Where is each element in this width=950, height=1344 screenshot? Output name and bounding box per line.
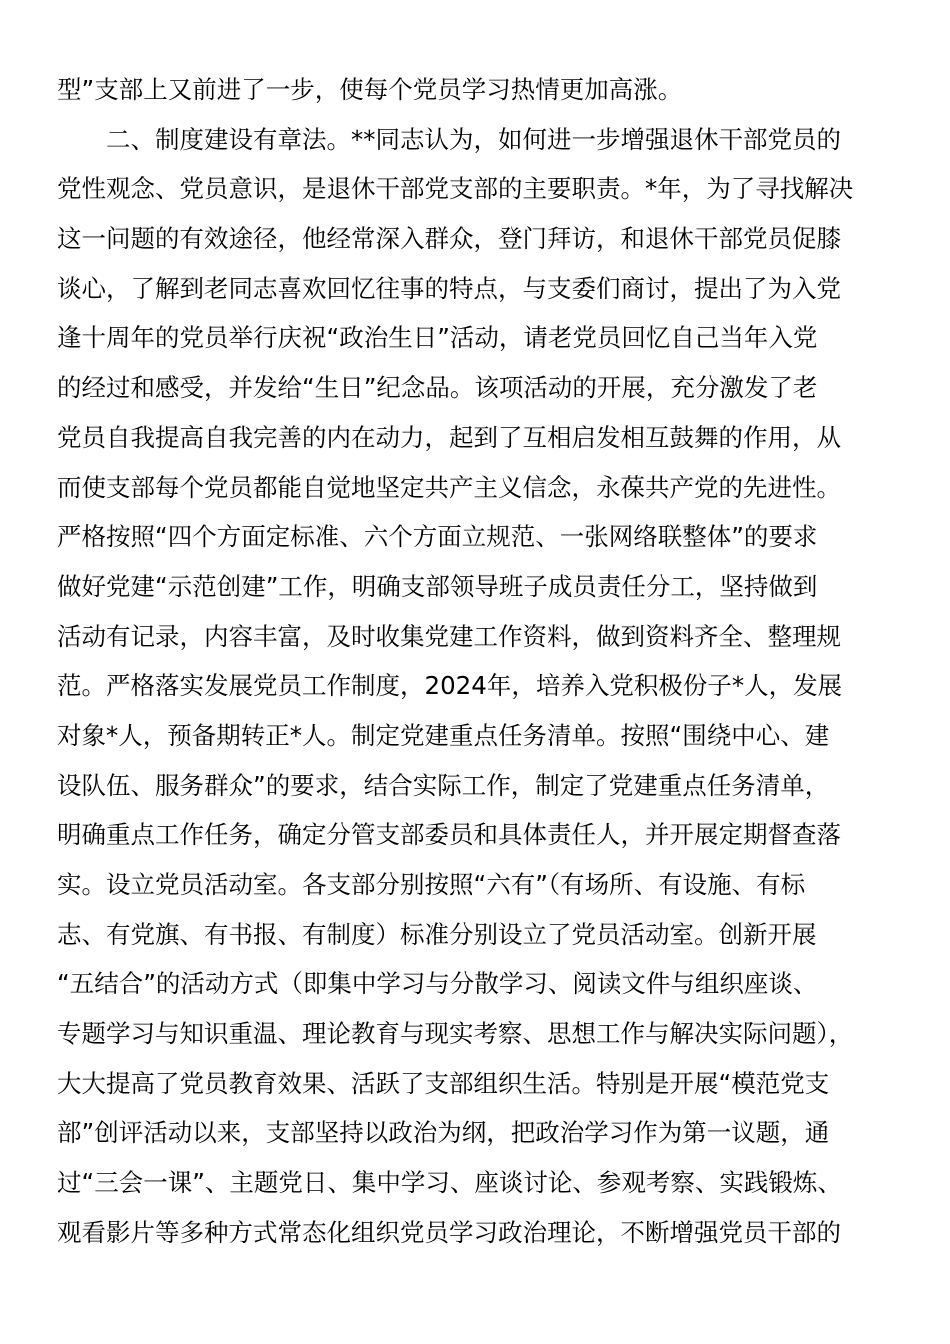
text-line: 型”支部上又前进了一步，使每个党员学习热情更加高涨。: [57, 75, 683, 104]
text-line: “五结合”的活动方式（即集中学习与分散学习、阅读文件与组织座谈、: [57, 969, 818, 999]
text-line: 观看影片等多种方式常态化组织党员学习政治理论，不断增强党员干部的: [57, 1217, 841, 1247]
text-line: 活动有记录，内容丰富，及时收集党建工作资料，做到资料齐全、整理规: [57, 621, 841, 651]
text-line: 明确重点工作任务，确定分管支部委员和具体责任人，并开展定期督查落: [57, 820, 841, 850]
text-line: 党性观念、党员意识，是退休干部党支部的主要职责。*年，为了寻找解决: [57, 174, 854, 204]
text-line: 过“三会一课”、主题党日、集中学习、座谈讨论、参观考察、实践锻炼、: [57, 1168, 842, 1198]
text-line: 设队伍、服务群众”的要求，结合实际工作，制定了党建重点任务清单，: [57, 770, 830, 800]
text-line: 逢十周年的党员举行庆祝“政治生日”活动，请老党员回忆自己当年入党: [57, 323, 818, 353]
document-page: [57, 65, 893, 1258]
text-line: 对象*人，预备期转正*人。制定党建重点任务清单。按照“围绕中心、建: [57, 720, 830, 750]
paragraph-start-line: 二、制度建设有章法。**同志认为，如何进一步增强退休干部党员的: [106, 124, 841, 154]
text-line: 的经过和感受，并发给“生日”纪念品。该项活动的开展，充分激发了老: [57, 373, 818, 403]
text-line: 党员自我提高自我完善的内在动力，起到了互相启发相互鼓舞的作用，从: [57, 422, 841, 452]
text-line: 这一问题的有效途径，他经常深入群众，登门拜访，和退休干部党员促膝: [57, 224, 841, 254]
text-line: 实。设立党员活动室。各支部分别按照“六有”（有场所、有设施、有标: [57, 870, 806, 899]
text-line: 严格按照“四个方面定标准、六个方面立规范、一张网络联整体”的要求: [57, 522, 818, 552]
text-line: 而使支部每个党员都能自觉地坚定共产主义信念，永葆共产党的先进性。: [57, 472, 841, 502]
text-line: 志、有党旗、有书报、有制度）标准分别设立了党员活动室。创新开展: [57, 919, 817, 949]
text-line: 专题学习与知识重温、理论教育与现实考察、思想工作与解决实际问题），: [57, 1019, 854, 1049]
text-line: 谈心，了解到老同志喜欢回忆往事的特点，与支委们商讨，提出了为入党: [57, 273, 841, 303]
text-line: 部”创评活动以来，支部坚持以政治为纲，把政治学习作为第一议题，通: [57, 1118, 830, 1148]
text-line: 做好党建“示范创建”工作，明确支部领导班子成员责任分工，坚持做到: [57, 571, 818, 601]
text-line: 范。严格落实发展党员工作制度，2024年，培养入党积极份子*人，发展: [57, 671, 843, 701]
text-line: 大大提高了党员教育效果、活跃了支部组织生活。特别是开展“模范党支: [57, 1068, 830, 1098]
